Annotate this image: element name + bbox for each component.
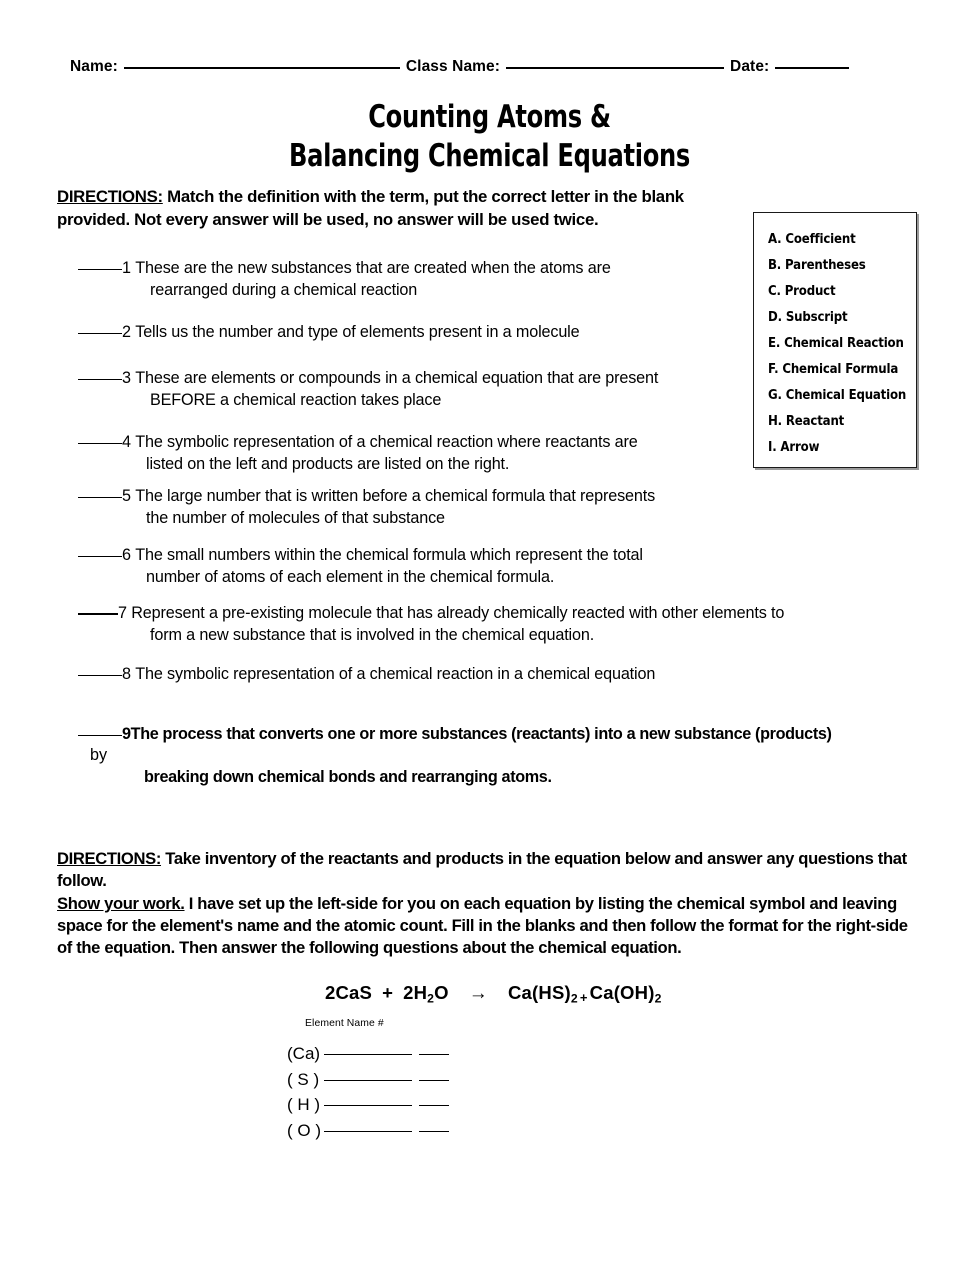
element-name-blank[interactable] <box>324 1105 412 1106</box>
reactant-1-formula: CaS <box>335 982 373 1003</box>
matching-item-9 <box>78 724 832 814</box>
element-name-blank[interactable] <box>324 1054 412 1055</box>
answer-bank-item: E. Chemical Reaction <box>768 336 904 351</box>
item-text-cont: BEFORE a chemical reaction takes place <box>150 390 442 409</box>
answer-bank-item: H. Reactant <box>768 414 845 429</box>
date-label: Date: <box>730 58 770 75</box>
answer-blank[interactable] <box>78 333 122 334</box>
item-text: The small numbers within the chemical formula which represent the total <box>135 546 643 564</box>
page-title-line-2: Balancing Chemical Equations <box>288 138 691 174</box>
product-2-subscript: 2 <box>654 991 662 1006</box>
plus-sign-2: + <box>579 989 588 1005</box>
answer-blank[interactable] <box>78 613 118 615</box>
item-number: 4 <box>122 433 131 451</box>
answer-bank-box <box>753 212 917 468</box>
student-info-header <box>70 58 915 76</box>
item-number: 2 <box>122 323 131 341</box>
element-count-blank[interactable] <box>419 1080 449 1081</box>
answer-blank[interactable] <box>78 675 122 676</box>
answer-bank-item: B. Parentheses <box>768 258 866 273</box>
item-text: Represent a pre-existing molecule that has already chemically reacted with other elements to <box>131 604 785 622</box>
answer-bank-item: G. Chemical Equation <box>768 388 907 403</box>
item-text: The symbolic representation of a chemical reaction in a chemical equation <box>135 665 656 683</box>
show-your-work-label: Show your work. <box>57 893 185 913</box>
inventory-rows <box>287 1041 449 1143</box>
item-text-cont: rearranged during a chemical reaction <box>150 280 418 299</box>
item-number: 5 <box>122 487 131 505</box>
answer-blank[interactable] <box>78 379 122 380</box>
product-2-formula: Ca(OH) <box>589 982 655 1003</box>
matching-item <box>78 664 655 686</box>
answer-blank[interactable] <box>78 269 122 270</box>
item-text-cont: form a new substance that is involved in the chemical equation. <box>150 625 595 644</box>
answer-bank-item: A. Coefficient <box>768 232 856 247</box>
element-symbol: ( O ) <box>287 1120 321 1140</box>
matching-item <box>78 322 579 344</box>
inventory-header: Element Name # <box>305 1018 384 1029</box>
item-text-cont: breaking down chemical bonds and rearranging atoms. <box>144 768 552 786</box>
chemical-equation <box>325 982 662 1005</box>
matching-item <box>78 603 784 646</box>
answer-bank-item: F. Chemical Formula <box>768 362 899 377</box>
directions-label: DIRECTIONS: <box>57 849 162 868</box>
answer-bank-item: D. Subscript <box>768 310 848 325</box>
element-symbol: ( H ) <box>287 1095 321 1114</box>
item-number: 6 <box>122 546 131 564</box>
matching-item <box>78 486 655 529</box>
matching-item <box>78 432 638 475</box>
element-name-blank[interactable] <box>324 1080 412 1081</box>
item-text-cont: the number of molecules of that substance <box>146 508 445 527</box>
answer-blank[interactable] <box>78 497 122 498</box>
answer-blank[interactable] <box>78 735 122 736</box>
answer-blank[interactable] <box>78 443 122 444</box>
reactant-2-subscript: 2 <box>427 991 435 1006</box>
item-text: The symbolic representation of a chemical reaction where reactants are <box>135 433 638 451</box>
name-blank[interactable] <box>124 67 400 69</box>
element-name-blank[interactable] <box>324 1131 412 1132</box>
item-text-cont: number of atoms of each element in the chemical formula. <box>146 567 555 586</box>
product-1-formula: Ca(HS) <box>507 982 571 1003</box>
reaction-arrow-icon: → <box>468 983 488 1004</box>
directions-text: Match the definition with the term, put the correct letter in the blank provided. Not every answer will be used, no answer will be used twice. <box>57 187 684 229</box>
element-symbol: ( S ) <box>287 1069 320 1089</box>
plus-sign-1: + <box>382 982 394 1003</box>
item-text: The process that converts one or more substances (reactants) into a new substance (products) <box>130 725 832 743</box>
class-name-blank[interactable] <box>506 67 724 69</box>
directions-matching <box>57 186 747 231</box>
class-name-label: Class Name: <box>405 58 501 75</box>
item-text: These are the new substances that are created when the atoms are <box>135 259 611 277</box>
element-count-blank[interactable] <box>419 1131 449 1132</box>
item-text: Tells us the number and type of elements present in a molecule <box>135 323 580 341</box>
reactant-1-coefficient: 2 <box>325 982 336 1003</box>
reactant-2-coefficient: 2 <box>403 982 414 1003</box>
answer-blank[interactable] <box>78 556 122 557</box>
answer-bank-item: C. Product <box>768 284 836 299</box>
directions-inventory <box>57 848 919 959</box>
item-text-cont: listed on the left and products are listed on the right. <box>146 454 510 473</box>
name-label: Name: <box>70 58 118 75</box>
matching-item <box>78 258 611 301</box>
directions-text-1: Take inventory of the reactants and products in the equation below and answer any questions that follow. <box>57 849 907 891</box>
element-symbol: (Ca) <box>287 1044 321 1063</box>
item-number: 8 <box>122 665 131 683</box>
item-text: These are elements or compounds in a chemical equation that are present <box>135 369 659 387</box>
page-title-line-1: Counting Atoms & <box>368 99 611 135</box>
inventory-row <box>287 1092 449 1118</box>
item-text-by: by <box>90 746 108 764</box>
item-text: The large number that is written before a chemical formula that represents <box>135 487 656 505</box>
matching-item <box>78 368 658 411</box>
matching-item <box>78 545 643 588</box>
inventory-row <box>287 1118 449 1144</box>
product-1-subscript: 2 <box>570 991 578 1006</box>
answer-bank-item: I. Arrow <box>768 440 820 455</box>
directions-text-2: I have set up the left-side for you on each equation by listing the chemical symbol and leaving space for the element's name and the atomic count. Fill in the blanks and then follow the format for the right-side of the equation. Then answer the following questions about the chemical equation. <box>57 893 908 958</box>
page-title <box>108 98 872 176</box>
inventory-row <box>287 1067 449 1093</box>
date-blank[interactable] <box>775 67 849 69</box>
element-count-blank[interactable] <box>419 1105 449 1106</box>
inventory-row <box>287 1041 449 1067</box>
item-number: 1 <box>122 259 131 277</box>
reactant-2-formula-h: H <box>413 982 428 1003</box>
item-number: 3 <box>122 369 131 387</box>
reactant-2-formula-o: O <box>434 982 449 1003</box>
element-count-blank[interactable] <box>419 1054 449 1055</box>
item-number: 7 <box>118 604 127 622</box>
item-number: 9 <box>122 725 131 743</box>
directions-label: DIRECTIONS: <box>57 187 163 206</box>
